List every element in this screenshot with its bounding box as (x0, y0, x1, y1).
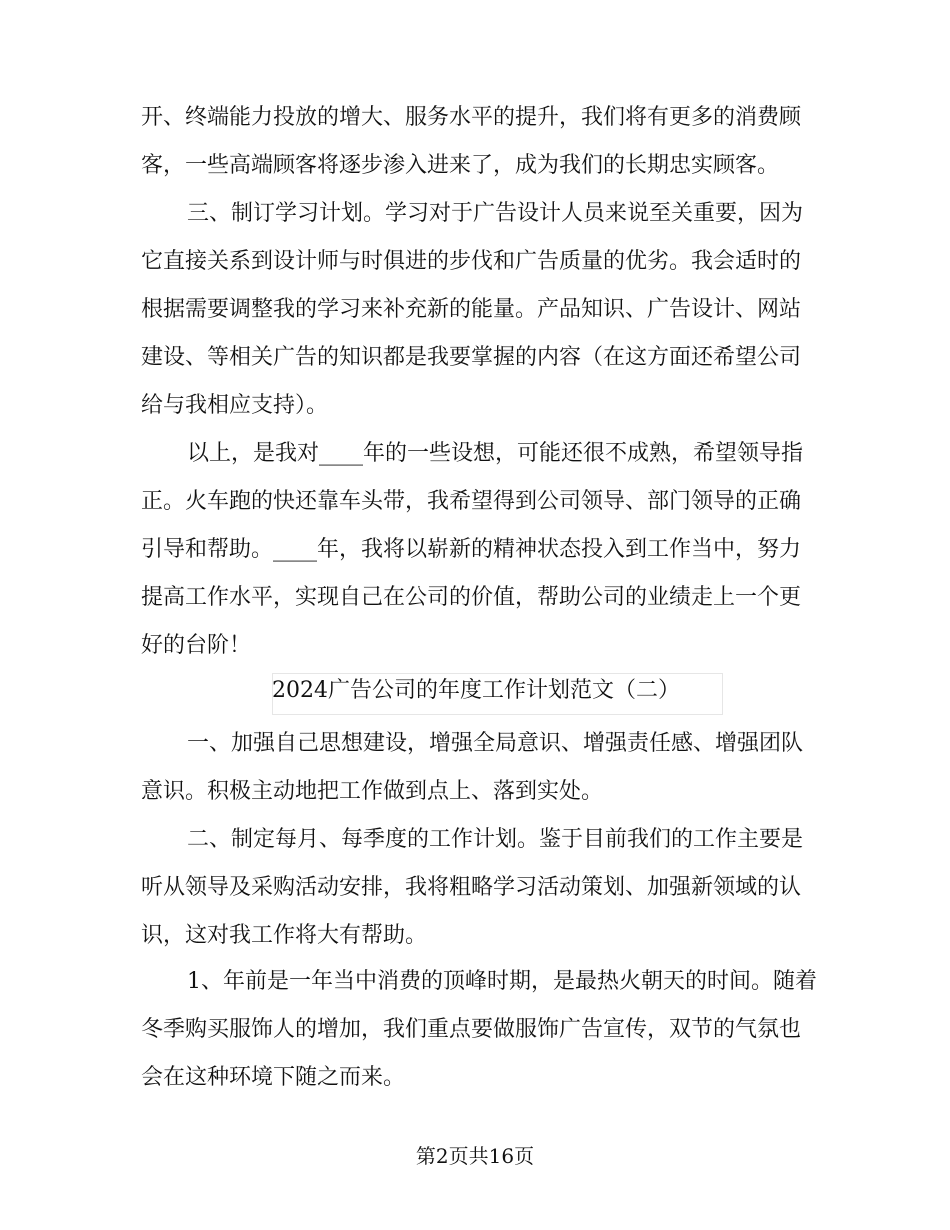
text-line: 给与我相应支持）。 (141, 393, 329, 418)
text-line: 它直接关系到设计师与时俱进的步伐和广告质量的优劣。我会适时的 (141, 249, 802, 274)
section-title: 2024广告公司的年度工作计划范文（二） (272, 678, 680, 703)
text-line: 三、制订学习计划。学习对于广告设计人员来说至关重要，因为 (187, 201, 804, 226)
text-line: 提高工作水平，实现自己在公司的价值，帮助公司的业绩走上一个更 (141, 585, 802, 610)
text-line: 根据需要调整我的学习来补充新的能量。产品知识、广告设计、网站 (141, 297, 802, 322)
text-line: 好的台阶！ (141, 633, 252, 658)
text-line: 引导和帮助。____年，我将以崭新的精神状态投入到工作当中，努力 (141, 537, 802, 562)
text-line: 二、制定每月、每季度的工作计划。鉴于目前我们的工作主要是 (187, 827, 804, 852)
text-line: 开、终端能力投放的增大、服务水平的提升，我们将有更多的消费顾 (141, 105, 802, 130)
text-line: 1、年前是一年当中消费的顶峰时期，是最热火朝天的时间。随着 (187, 969, 817, 994)
text-line: 建设、等相关广告的知识都是我要掌握的内容（在这方面还希望公司 (141, 345, 802, 370)
text-line: 以上，是我对____年的一些设想，可能还很不成熟，希望领导指 (187, 441, 804, 466)
page-footer: 第2页共16页 (415, 1144, 535, 1168)
text-line: 客，一些高端顾客将逐步渗入进来了，成为我们的长期忠实顾客。 (141, 153, 780, 178)
text-line: 意识。积极主动地把工作做到点上、落到实处。 (141, 779, 604, 804)
text-line: 一、加强自己思想建设，增强全局意识、增强责任感、增强团队 (187, 731, 804, 756)
text-line: 正。火车跑的快还靠车头带，我希望得到公司领导、部门领导的正确 (141, 489, 802, 514)
text-line: 冬季购买服饰人的增加，我们重点要做服饰广告宣传，双节的气氛也 (141, 1017, 802, 1042)
text-line: 听从领导及采购活动安排，我将粗略学习活动策划、加强新领域的认 (141, 875, 802, 900)
text-line: 会在这种环境下随之而来。 (141, 1065, 406, 1090)
text-line: 识，这对我工作将大有帮助。 (141, 923, 428, 948)
